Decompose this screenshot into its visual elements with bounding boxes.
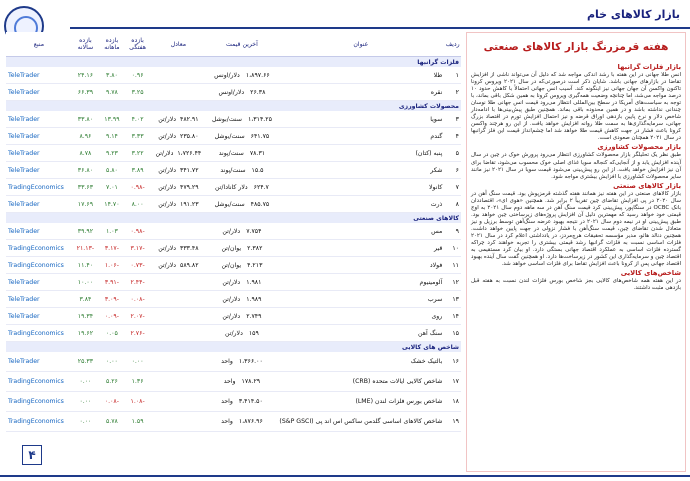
header-divider [70,27,690,29]
commodity-name: شکر [277,162,444,179]
yearly-return: ۰.۰۰ [72,412,99,432]
yearly-return: ۲۵.۳۳ [72,352,99,372]
weekly-return: ۳.۳۳ [125,128,151,145]
price-unit: دلار/تن [222,227,241,235]
equivalent [150,274,206,291]
monthly-return: -۱.۰۶ [99,257,125,274]
commodity-name: گندم [277,128,444,145]
last-price [206,111,277,128]
section-text: طبق نظر یک تحلیلگر بازار محصولات کشاورزی انتظار می‌رود پرورش خوک در چین در سال آینده افزایش یابد و از آنجایی‌که کنجاله سویا غذای اصلی خوک محسوب می‌شود، تقاضا برای آن نیز افزایش خواهد یافت. از این رو پیش‌بینی می‌شود قیمت سویا در سال ۲۰۲۱ نیز مانند سایر محصولات کشاورزی با افزایش بیشتری مواجه شود. [471,152,681,180]
monthly-return: ۳.۸۰ [99,67,125,84]
monthly-return: ۵.۲۶ [99,372,125,392]
weekly-return: ۰.۹۶ [125,67,151,84]
price-value: ۱،۸۹۷.۶۶ [245,71,270,79]
group-title: فلزات گرانبها [6,57,461,68]
equivalent-unit: دلار/تن [158,166,176,174]
col-header: آخرین قیمت [206,32,277,57]
monthly-return: -۳.۱۷ [99,240,125,257]
price-unit: واحد [221,358,233,365]
commodity-name: شاخص کالایی ایالات متحده (CRB) [277,372,444,392]
section-heading: بازار فلزات گرانبها [617,63,681,71]
weekly-return: -۱.۰۸ [125,392,151,412]
equivalent-unit: دلار/تن [158,261,176,269]
equivalent [150,196,206,213]
source: TradingEconomics [6,392,72,412]
price-value: ۱۵.۵ [251,166,264,174]
weekly-return: ۳.۲۵ [125,84,151,101]
price-unit: سنت/بوشل [214,132,245,140]
col-header: منبع [6,32,72,57]
row-index: ۸ [444,196,461,213]
article-title: هفته قرمزرنگ بازار کالاهای صنعتی [483,41,669,53]
last-price [206,145,277,162]
equivalent-value: ۴۸۲.۹۱ [180,115,199,123]
table-row [6,128,461,145]
row-index: ۹ [444,223,461,240]
price-unit: دلار/اونس [218,88,245,96]
source: TeleTrader [6,128,72,145]
commodity-table [6,32,461,432]
table-row [6,274,461,291]
source: TeleTrader [6,84,72,101]
table-row [6,352,461,372]
row-index: ۱۵ [444,325,461,342]
monthly-return: -۰.۰۸ [99,392,125,412]
source: TeleTrader [6,67,72,84]
table-header-row [6,32,461,57]
table-row [6,179,461,196]
row-index: ۱۳ [444,291,461,308]
yearly-return: ۳۳.۸۰ [72,111,99,128]
price-unit: دلار/تن [222,312,241,320]
weekly-return: ۴.۰۲ [125,111,151,128]
table-row [6,308,461,325]
price-unit: دلار/تن [222,278,241,286]
source: TradingEconomics [6,325,72,342]
monthly-return: ۱.۰۳ [99,223,125,240]
source: TeleTrader [6,274,72,291]
source: TeleTrader [6,162,72,179]
yearly-return: ۱۷.۶۹ [72,196,99,213]
yearly-return: ۸.۹۶ [72,128,99,145]
table-row [6,196,461,213]
yearly-return: ۲۴.۱۶ [72,67,99,84]
section-heading: بازار محصولات کشاورزی [597,143,681,152]
commodity-name: فولاد [277,257,444,274]
price-unit: دلار کانادا/تن [214,183,248,191]
last-price [206,274,277,291]
last-price [206,179,277,196]
source: TeleTrader [6,308,72,325]
group-title: محصولات کشاورزی [6,101,461,112]
source: TradingEconomics [6,372,72,392]
price-value: ۱.۹۸۱ [246,278,262,286]
table-row [6,392,461,412]
monthly-return: ۷.۰۱ [99,179,125,196]
price-unit: دلار/تن [225,329,243,337]
source: TradingEconomics [6,257,72,274]
weekly-return: ۰.۰۰ [125,352,151,372]
commodity-name: شاخص کالاهای اساسی گلدمن ساکس اس اند پی (S&P GSCI) [277,412,444,432]
row-index: ۷ [444,179,461,196]
source: TradingEconomics [6,179,72,196]
monthly-return: -۳.۹۱ [99,274,125,291]
price-value: ۱۷۸.۲۹ [241,378,261,385]
yearly-return: ۱۰.۰۰ [72,274,99,291]
col-header: بازده هفتگی [125,32,151,57]
row-index: ۱۶ [444,352,461,372]
weekly-return: -۰.۹۸ [125,179,151,196]
last-price [206,412,277,432]
yearly-return: ۳۶.۸۰ [72,162,99,179]
row-index: ۱ [444,67,461,84]
monthly-return: ۱۴.۷۰ [99,196,125,213]
table-row [6,291,461,308]
price-unit: واحد [221,418,233,425]
row-index: ۱۴ [444,308,461,325]
commodity-table-container [6,32,461,472]
monthly-return: ۹.۱۴ [99,128,125,145]
source: TradingEconomics [6,240,72,257]
yearly-return: ۳۹.۹۲ [72,223,99,240]
price-value: ۴۸۵.۷۵ [250,200,270,208]
price-value: ۶۴۱.۷۵ [250,132,270,140]
weekly-return: -۲.۰۷ [125,308,151,325]
price-unit: دلار/تن [222,295,241,303]
price-unit: یوان/تن [221,244,242,252]
table-row [6,145,461,162]
price-value: ۳،۴۱۴.۵۰ [238,398,263,405]
section-text: در این هفته همه شاخص‌های کالایی بجز شاخص بورس فلزات لندن نسبت به هفته قبل بازدهی مثبت داشتند. [471,278,681,292]
equivalent-unit: دلار/تن [158,132,176,140]
last-price [206,352,277,372]
last-price [206,84,277,101]
equivalent-unit: دلار/تن [158,244,176,252]
yearly-return: -۲۱.۱۳ [72,240,99,257]
equivalent-value: ۱۹۱.۲۳ [180,200,199,208]
equivalent-unit: دلار/تن [158,200,176,208]
source: TeleTrader [6,111,72,128]
monthly-return: ۹.۷۸ [99,84,125,101]
weekly-return: -۲.۷۶ [125,325,151,342]
monthly-return: ۱۳.۹۹ [99,111,125,128]
last-price [206,240,277,257]
row-index: ۳ [444,111,461,128]
equivalent [150,240,206,257]
col-header: بازده سالانه [72,32,99,57]
table-row [6,67,461,84]
commodity-name: سرب [277,291,444,308]
price-unit: دلار/اونس [214,71,240,79]
commodity-name: مس [277,223,444,240]
monthly-return: -۰.۰۹ [99,308,125,325]
commodity-name: طلا [277,67,444,84]
commodity-name: روی [277,308,444,325]
source: TeleTrader [6,145,72,162]
equivalent-value: ۴۷۹.۲۹ [180,183,199,191]
col-header: معادل [150,32,206,57]
table-group-row [6,57,461,68]
price-unit: یوان/تن [221,261,242,269]
table-row [6,223,461,240]
equivalent [150,308,206,325]
monthly-return: ۵.۸۰ [99,162,125,179]
equivalent [150,325,206,342]
source: TeleTrader [6,291,72,308]
yearly-return: ۳.۸۴ [72,291,99,308]
last-price [206,372,277,392]
price-value: ۷.۷۵۴ [246,227,262,235]
last-price [206,325,277,342]
equivalent [150,392,206,412]
row-index: ۱۷ [444,372,461,392]
commodity-name: شاخص بورس فلزات لندن (LME) [277,392,444,412]
last-price [206,223,277,240]
yearly-return: ۱۹.۳۴ [72,308,99,325]
equivalent-unit: دلار/تن [158,115,176,123]
source: TeleTrader [6,223,72,240]
row-index: ۱۲ [444,274,461,291]
row-index: ۱۸ [444,392,461,412]
monthly-return: ۹.۲۳ [99,145,125,162]
price-unit: واحد [221,398,233,405]
table-group-row [6,213,461,224]
price-value: ۷۸.۳۱ [249,149,266,157]
weekly-return: -۲.۴۴ [125,274,151,291]
weekly-return: -۰.۰۸ [125,291,151,308]
commodity-name: ذرت [277,196,444,213]
table-row [6,111,461,128]
equivalent [150,352,206,372]
section-heading: بازار کالاهای صنعتی [613,181,681,190]
row-index: ۱۱ [444,257,461,274]
equivalent-value: ۳۳۳.۴۸ [180,244,199,252]
commodity-name: قیر [277,240,444,257]
col-header: عنوان [277,32,444,57]
table-row [6,325,461,342]
source: TeleTrader [6,196,72,213]
table-group-row [6,101,461,112]
row-index: ۱۰ [444,240,461,257]
equivalent [150,128,206,145]
last-price [206,257,277,274]
last-price [206,291,277,308]
commodity-name: آلومینیوم [277,274,444,291]
row-index: ۵ [444,145,461,162]
equivalent [150,412,206,432]
equivalent [150,223,206,240]
equivalent-value: ۱،۷۲۶.۴۴ [177,149,202,157]
price-value: ۲۶.۳۸ [250,88,266,96]
weekly-return: -۰.۹۸ [125,223,151,240]
table-row [6,412,461,432]
price-value: ۱.۹۸۹ [246,295,262,303]
equivalent [150,291,206,308]
monthly-return: -۳.۰۹ [99,291,125,308]
yearly-return: ۱۹.۶۲ [72,325,99,342]
equivalent [150,111,206,128]
weekly-return: -۰.۷۳ [125,257,151,274]
price-value: ۶۲۴.۷ [253,183,269,191]
equivalent-value: ۳۴۱.۷۲ [180,166,199,174]
table-group-row [6,342,461,353]
last-price [206,162,277,179]
commodity-name: نقره [277,84,444,101]
page-number: ۴ [22,445,42,465]
section-heading: شاخص‌های کالایی [620,269,681,278]
equivalent-unit: دلار/تن [158,183,176,191]
equivalent [150,179,206,196]
weekly-return: ۳.۲۲ [125,145,151,162]
price-value: ۴.۲۱۳ [247,261,263,269]
last-price [206,67,277,84]
weekly-return: -۳.۱۷ [125,240,151,257]
equivalent [150,257,206,274]
equivalent [150,162,206,179]
monthly-return: ۰.۰۰ [99,352,125,372]
row-index: ۴ [444,128,461,145]
table-row [6,84,461,101]
price-unit: واحد [223,378,236,385]
yearly-return: ۰.۰۰ [72,392,99,412]
commodity-name: سویا [277,111,444,128]
equivalent-unit: دلار/تن [155,149,174,157]
price-value: ۲.۳۸۲ [247,244,263,252]
price-unit: سنت/بوشل [214,200,245,208]
price-value: ۲.۷۴۹ [246,312,262,320]
weekly-return: ۱.۳۶ [125,372,151,392]
weekly-return: ۱.۵۹ [125,412,151,432]
equivalent [150,372,206,392]
row-index: ۱۹ [444,412,461,432]
monthly-return: ۵.۷۸ [99,412,125,432]
group-title: شاخص های کالایی [6,342,461,353]
commodity-name: کانولا [277,179,444,196]
group-title: کالاهای صنعتی [6,213,461,224]
page-header [0,0,690,30]
article-column [466,32,686,472]
equivalent [150,84,206,101]
page-title: بازار کالاهای خام [586,8,680,21]
equivalent [150,145,206,162]
col-header: ردیف [444,32,461,57]
yearly-return: ۶۶.۳۹ [72,84,99,101]
commodity-name: پنبه (کتان) [277,145,444,162]
weekly-return: ۳.۸۹ [125,162,151,179]
yearly-return: ۱۱.۴۰ [72,257,99,274]
section-text: انس طلا جهانی در این هفته با رشد اندکی مواجه شد که دلیل آن می‌تواند ناشی از افزایش تقاضا در بازارهای جهانی باشد. شایان ذکر است درصورتی‌که در سال ۲۰۲۱ ویروس کرونا تاکنون واکسن آن جهان جهانی نیز اینگونه کند. آسیب انس جهانی احتمالاً با کاهش حدود ۱۰ درصد مواجه می‌شد، اما چنانچه وضعیت همه‌گیری ویروس کرونا به همین شکل باقی بماند، با توجه به سیاست‌های آمریکا در سطح بین‌المللی انتظار می‌رود قیمت انس جهانی طلا نوسان چندانی نداشته باشد و در همین محدوده باقی بماند. همچنین طبق پیش‌بینی‌ها با ادامه‌دار شاخص دلار و نرخ پایین بازدهی اوراق قرضه و نیز احتمال افزایش تورم در اقتصاد بزرگ جهانی، سرمایه‌گذاری‌ها به سمت طلا روانه افزایش خواهد یافت. از این رو هرچند واکسن کرونا باعث فشار در جهت کاهش قیمت طلا خواهد شد اما چشم‌انداز قیمت این فلز گرانبها در سال ۲۰۲۱ همچنان صعودی است. [471,72,681,142]
table-row [6,240,461,257]
table-row [6,257,461,274]
monthly-return: ۰.۰۵ [99,325,125,342]
weekly-return: ۸.۰۰ [125,196,151,213]
price-value: ۱،۸۷۶.۹۶ [238,418,263,425]
footer-divider [0,475,690,477]
yearly-return: ۳۳.۶۳ [72,179,99,196]
commodity-name: بالتیک خشک [277,352,444,372]
table-row [6,162,461,179]
row-index: ۶ [444,162,461,179]
source: TeleTrader [6,352,72,372]
last-price [206,392,277,412]
row-index: ۲ [444,84,461,101]
last-price [206,128,277,145]
equivalent-value: ۲۳۵.۸۰ [180,132,199,140]
commodity-name: سنگ آهن [277,325,444,342]
col-header: بازده ماهانه [99,32,125,57]
price-value: ۱،۳۶۶.۰۰ [238,358,263,365]
last-price [206,196,277,213]
price-unit: سنت/بوشل [211,115,242,123]
price-unit: سنت/پوند [218,149,244,157]
yearly-return: ۸.۷۸ [72,145,99,162]
equivalent-value: ۵۸۹.۸۲ [180,261,199,269]
price-value: ۱،۳۱۴.۲۵ [247,115,272,123]
price-value: ۱۵۹ [248,329,259,337]
price-unit: سنت/پوند [220,166,246,174]
yearly-return: ۰.۰۰ [72,372,99,392]
source: TradingEconomics [6,412,72,432]
section-text: بازار کالاهای صنعتی در این هفته نیز همانند هفته گذشته قرمزپوش بود. قیمت سنگ آهن در سال ۲۰۲۰ در پی افزایش تقاضای چین تقریباً ۲ برابر شد. همچنین «هوی ای»، اقتصاددان بانک OCBC در سنگاپور، پیش‌بینی کرد قیمت سنگ آهن در سه ماهه دوم سال ۲۰۲۱ به اوج قیمتی خود خواهد رسید که مهمترین دلیل آن افزایش پروژه‌های زیرساختی چین خواهد بود. طبق پیش‌بینی او در نیمه دوم سال ۲۰۲۱ در نتیجه بهبود عرضه سنگ‌آهن توسط برزیل و نیز متعادل شدن تقاضای چین، قیمت سنگ‌آهن با فشار نزولی در جهت پایین خواهد داشت. همچنین دنالد هائو، مدیر مؤسسه تحقیقات هرچ‌مردز، در یادداشتی اعلام کرد در سال ۲۰۲۱ فلزات اساسی نسبت به فلزات گرانبها رشد قیمتی بیشتری را تجربه خواهند کرد چراکه گسترده فلزات اساسی به عملکرد اقتصاد جهانی بستگی دارد. او بیان کرد مستقیمی به اقتصاد چین و سرمایه‌گذاری این کشور در زیرساخت‌ها دارد. او همچنین گفت سال آینده بهبود اقتصاد جهانی پس از کرونا باعث افزایش تقاضا برای فلزات اساسی خواهد شد. [471,190,681,268]
table-row [6,372,461,392]
equivalent [150,67,206,84]
last-price [206,308,277,325]
